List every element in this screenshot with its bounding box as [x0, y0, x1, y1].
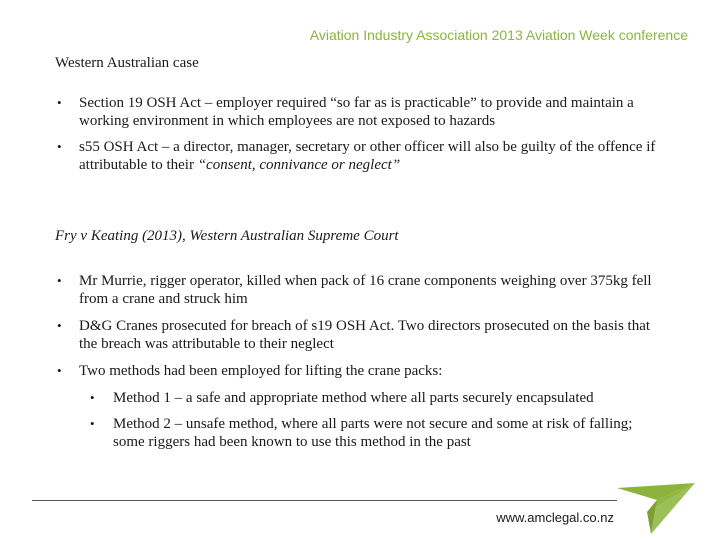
- bullet-text: s55 OSH Act – a director, manager, secretary or other officer will also be guilty of the offence if attributable to their: [79, 139, 656, 173]
- sub-bullet-text: Method 2 – unsafe method, where all parts were not secure and some at risk of falling; some riggers had been known to use this method in the past: [113, 416, 633, 450]
- list-item: [55, 94, 665, 130]
- bullet-icon: •: [57, 363, 62, 378]
- bullet-icon: •: [57, 273, 62, 288]
- section1-bullet-list: [55, 94, 665, 182]
- bullet-icon: •: [57, 318, 62, 333]
- bullet-text: Section 19 OSH Act – employer required “so far as is practicable” to provide and maintain a working environment in which employees are not exposed to hazards: [79, 95, 634, 129]
- sub-list-item: [78, 415, 665, 451]
- list-item: [55, 317, 665, 353]
- list-item: [55, 138, 665, 174]
- sub-bullet-list: [55, 389, 665, 451]
- bullet-text-italic: “consent, connivance or neglect”: [197, 157, 401, 173]
- section2-bullet-list: [55, 272, 665, 459]
- section-heading-fry-v-keating: Fry v Keating (2013), Western Australian Supreme Court: [55, 228, 399, 244]
- footer-website-url: www.amclegal.co.nz: [496, 510, 614, 525]
- sub-list-item: [78, 389, 665, 407]
- paper-plane-logo-icon: [617, 468, 695, 538]
- bullet-text: Mr Murrie, rigger operator, killed when pack of 16 crane components weighing over 375kg fell from a crane and struck him: [79, 273, 652, 307]
- list-item: [55, 272, 665, 308]
- section-heading-western-australian-case: Western Australian case: [55, 55, 199, 71]
- bullet-icon: •: [90, 390, 95, 405]
- list-item: [55, 362, 665, 380]
- bullet-text: Two methods had been employed for lifting the crane packs:: [79, 363, 443, 379]
- bullet-icon: •: [57, 139, 62, 154]
- conference-header: Aviation Industry Association 2013 Aviation Week conference: [309, 27, 688, 43]
- bullet-text: D&G Cranes prosecuted for breach of s19 OSH Act. Two directors prosecuted on the basis that the breach was attributable to their neglect: [79, 318, 651, 352]
- bullet-icon: •: [90, 416, 95, 431]
- footer-divider: [32, 500, 617, 501]
- bullet-icon: •: [57, 95, 62, 110]
- sub-bullet-text: Method 1 – a safe and appropriate method where all parts securely encapsulated: [113, 390, 594, 406]
